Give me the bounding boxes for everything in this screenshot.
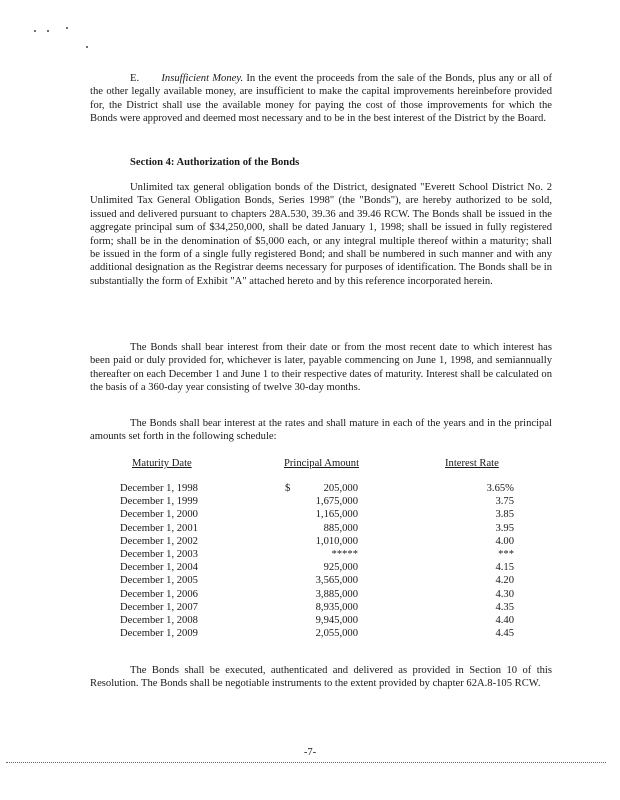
- table-row: [90, 575, 560, 588]
- scan-speck: [34, 30, 36, 32]
- interest-rate-cell: 4.00: [495, 535, 514, 547]
- table-row: [90, 496, 560, 509]
- maturity-date-cell: December 1, 2009: [120, 628, 198, 640]
- table-row: [90, 602, 560, 615]
- maturity-date-cell: December 1, 2004: [120, 562, 198, 574]
- maturity-date-cell: December 1, 2005: [120, 575, 198, 587]
- table-row: [90, 536, 560, 549]
- interest-rate-header: Interest Rate: [445, 458, 499, 469]
- maturity-date-cell: December 1, 2008: [120, 615, 198, 626]
- interest-rate-cell: 3.75: [495, 496, 514, 508]
- table-row: [90, 562, 560, 575]
- principal-amount-cell: 2,055,000: [315, 628, 358, 640]
- principal-amount-cell: 9,945,000: [315, 615, 358, 626]
- table-row: [90, 615, 560, 628]
- maturity-date-cell: December 1, 2002: [120, 535, 198, 547]
- interest-rate-cell: 4.35: [495, 601, 514, 613]
- table-row: [90, 628, 560, 641]
- scan-speck: [47, 30, 49, 32]
- maturity-date-cell: December 1, 2003: [120, 549, 198, 560]
- interest-rate-cell: 3.65%: [486, 483, 514, 494]
- principal-amount-cell: 885,000: [323, 522, 358, 534]
- interest-rate-cell: 4.40: [495, 615, 514, 626]
- table-row: [90, 483, 560, 496]
- page-number: -7-: [303, 747, 317, 758]
- principal-amount-cell: *****: [331, 549, 358, 560]
- schedule-intro-paragraph: The Bonds shall bear interest at the rates and shall mature in each of the years and in the principal amounts set forth in the following schedule:: [90, 418, 552, 443]
- footer-rule: [6, 762, 606, 763]
- interest-rate-cell: 3.95: [495, 522, 514, 534]
- principal-amount-cell: 3,565,000: [315, 575, 358, 587]
- section-e-text: In the event the proceeds from the sale of the Bonds, plus any or all of the other legally available money, are insufficient to make the capital improvements hereinbefore provided for, the District shall use the available money for paying the cost of those improvements for which the Bonds were approved and deemed most necessary and to be in the best interest of the District by the Board.: [90, 73, 552, 125]
- maturity-date-cell: December 1, 2001: [120, 522, 198, 534]
- maturity-date-cell: December 1, 2006: [120, 588, 198, 600]
- principal-amount-cell: 205,000: [323, 483, 358, 494]
- dollar-sign: $: [285, 483, 291, 494]
- table-row: [90, 549, 560, 562]
- interest-rate-cell: 4.30: [495, 588, 514, 600]
- interest-rate-cell: 3.85: [495, 509, 514, 521]
- section-e-paragraph: [90, 72, 552, 126]
- interest-paragraph: The Bonds shall bear interest from their date or from the most recent date to which interest has been paid or duly provided for, whichever is later, payable commencing on June 1, 1998, and semiannually thereafter on each December 1 and June 1 to their respective dates of maturity. Interest shall be calculated on the basis of a 360-day year consisting of twelve 30-day months.: [90, 342, 552, 394]
- maturity-date-cell: December 1, 2000: [120, 509, 198, 521]
- principal-amount-cell: 1,165,000: [315, 509, 358, 521]
- interest-rate-cell: 4.45: [495, 628, 514, 640]
- table-row: [90, 589, 560, 602]
- principal-amount-cell: 1,675,000: [315, 496, 358, 508]
- section-4-heading: Section 4: Authorization of the Bonds: [130, 157, 300, 168]
- scan-speck: [86, 46, 88, 48]
- maturity-date-cell: December 1, 1998: [120, 483, 198, 494]
- principal-amount-header: Principal Amount: [284, 458, 360, 469]
- table-row: [90, 523, 560, 536]
- closing-paragraph: The Bonds shall be executed, authenticated and delivered as provided in Section 10 of this Resolution. The Bonds shall be negotiable instruments to the extent provided by chapter 62A.8-105 RCW.: [90, 665, 552, 690]
- scan-speck: [66, 27, 68, 29]
- principal-amount-cell: 8,935,000: [315, 601, 358, 613]
- maturity-date-header: Maturity Date: [132, 458, 192, 469]
- section-e-label: E.: [130, 73, 140, 84]
- section-e-title: Insufficient Money.: [161, 73, 244, 84]
- interest-rate-cell: 4.20: [495, 575, 514, 587]
- principal-amount-cell: 1,010,000: [315, 535, 358, 547]
- interest-rate-cell: 4.15: [495, 562, 514, 574]
- table-row: [90, 509, 560, 522]
- interest-rate-cell: ***: [498, 549, 514, 560]
- maturity-date-cell: December 1, 2007: [120, 601, 198, 613]
- principal-amount-cell: 3,885,000: [315, 588, 358, 600]
- principal-amount-cell: 925,000: [323, 562, 358, 574]
- authorization-paragraph: Unlimited tax general obligation bonds of the District, designated "Everett School District No. 2 Unlimited Tax General Obligation Bonds, Series 1998" (the "Bonds"), are hereby authorized to be sold, issued and delivered pursuant to chapters 28A.530, 39.36 and 39.46 RCW. The Bonds shall be issued in the aggregate principal sum of $34,250,000, shall be dated January 1, 1998; shall be issued in fully registered form; shall be in the denomination of $5,000 each, or any integral multiple thereof within a maturity; shall be issued in the form of a single fully registered Bond; and shall be numbered in such manner and with any additional designation as the Registrar deems necessary for purposes of identification. The Bonds shall be in substantially the form of Exhibit "A" attached hereto and by this reference incorporated herein.: [90, 182, 552, 287]
- maturity-date-cell: December 1, 1999: [120, 496, 198, 508]
